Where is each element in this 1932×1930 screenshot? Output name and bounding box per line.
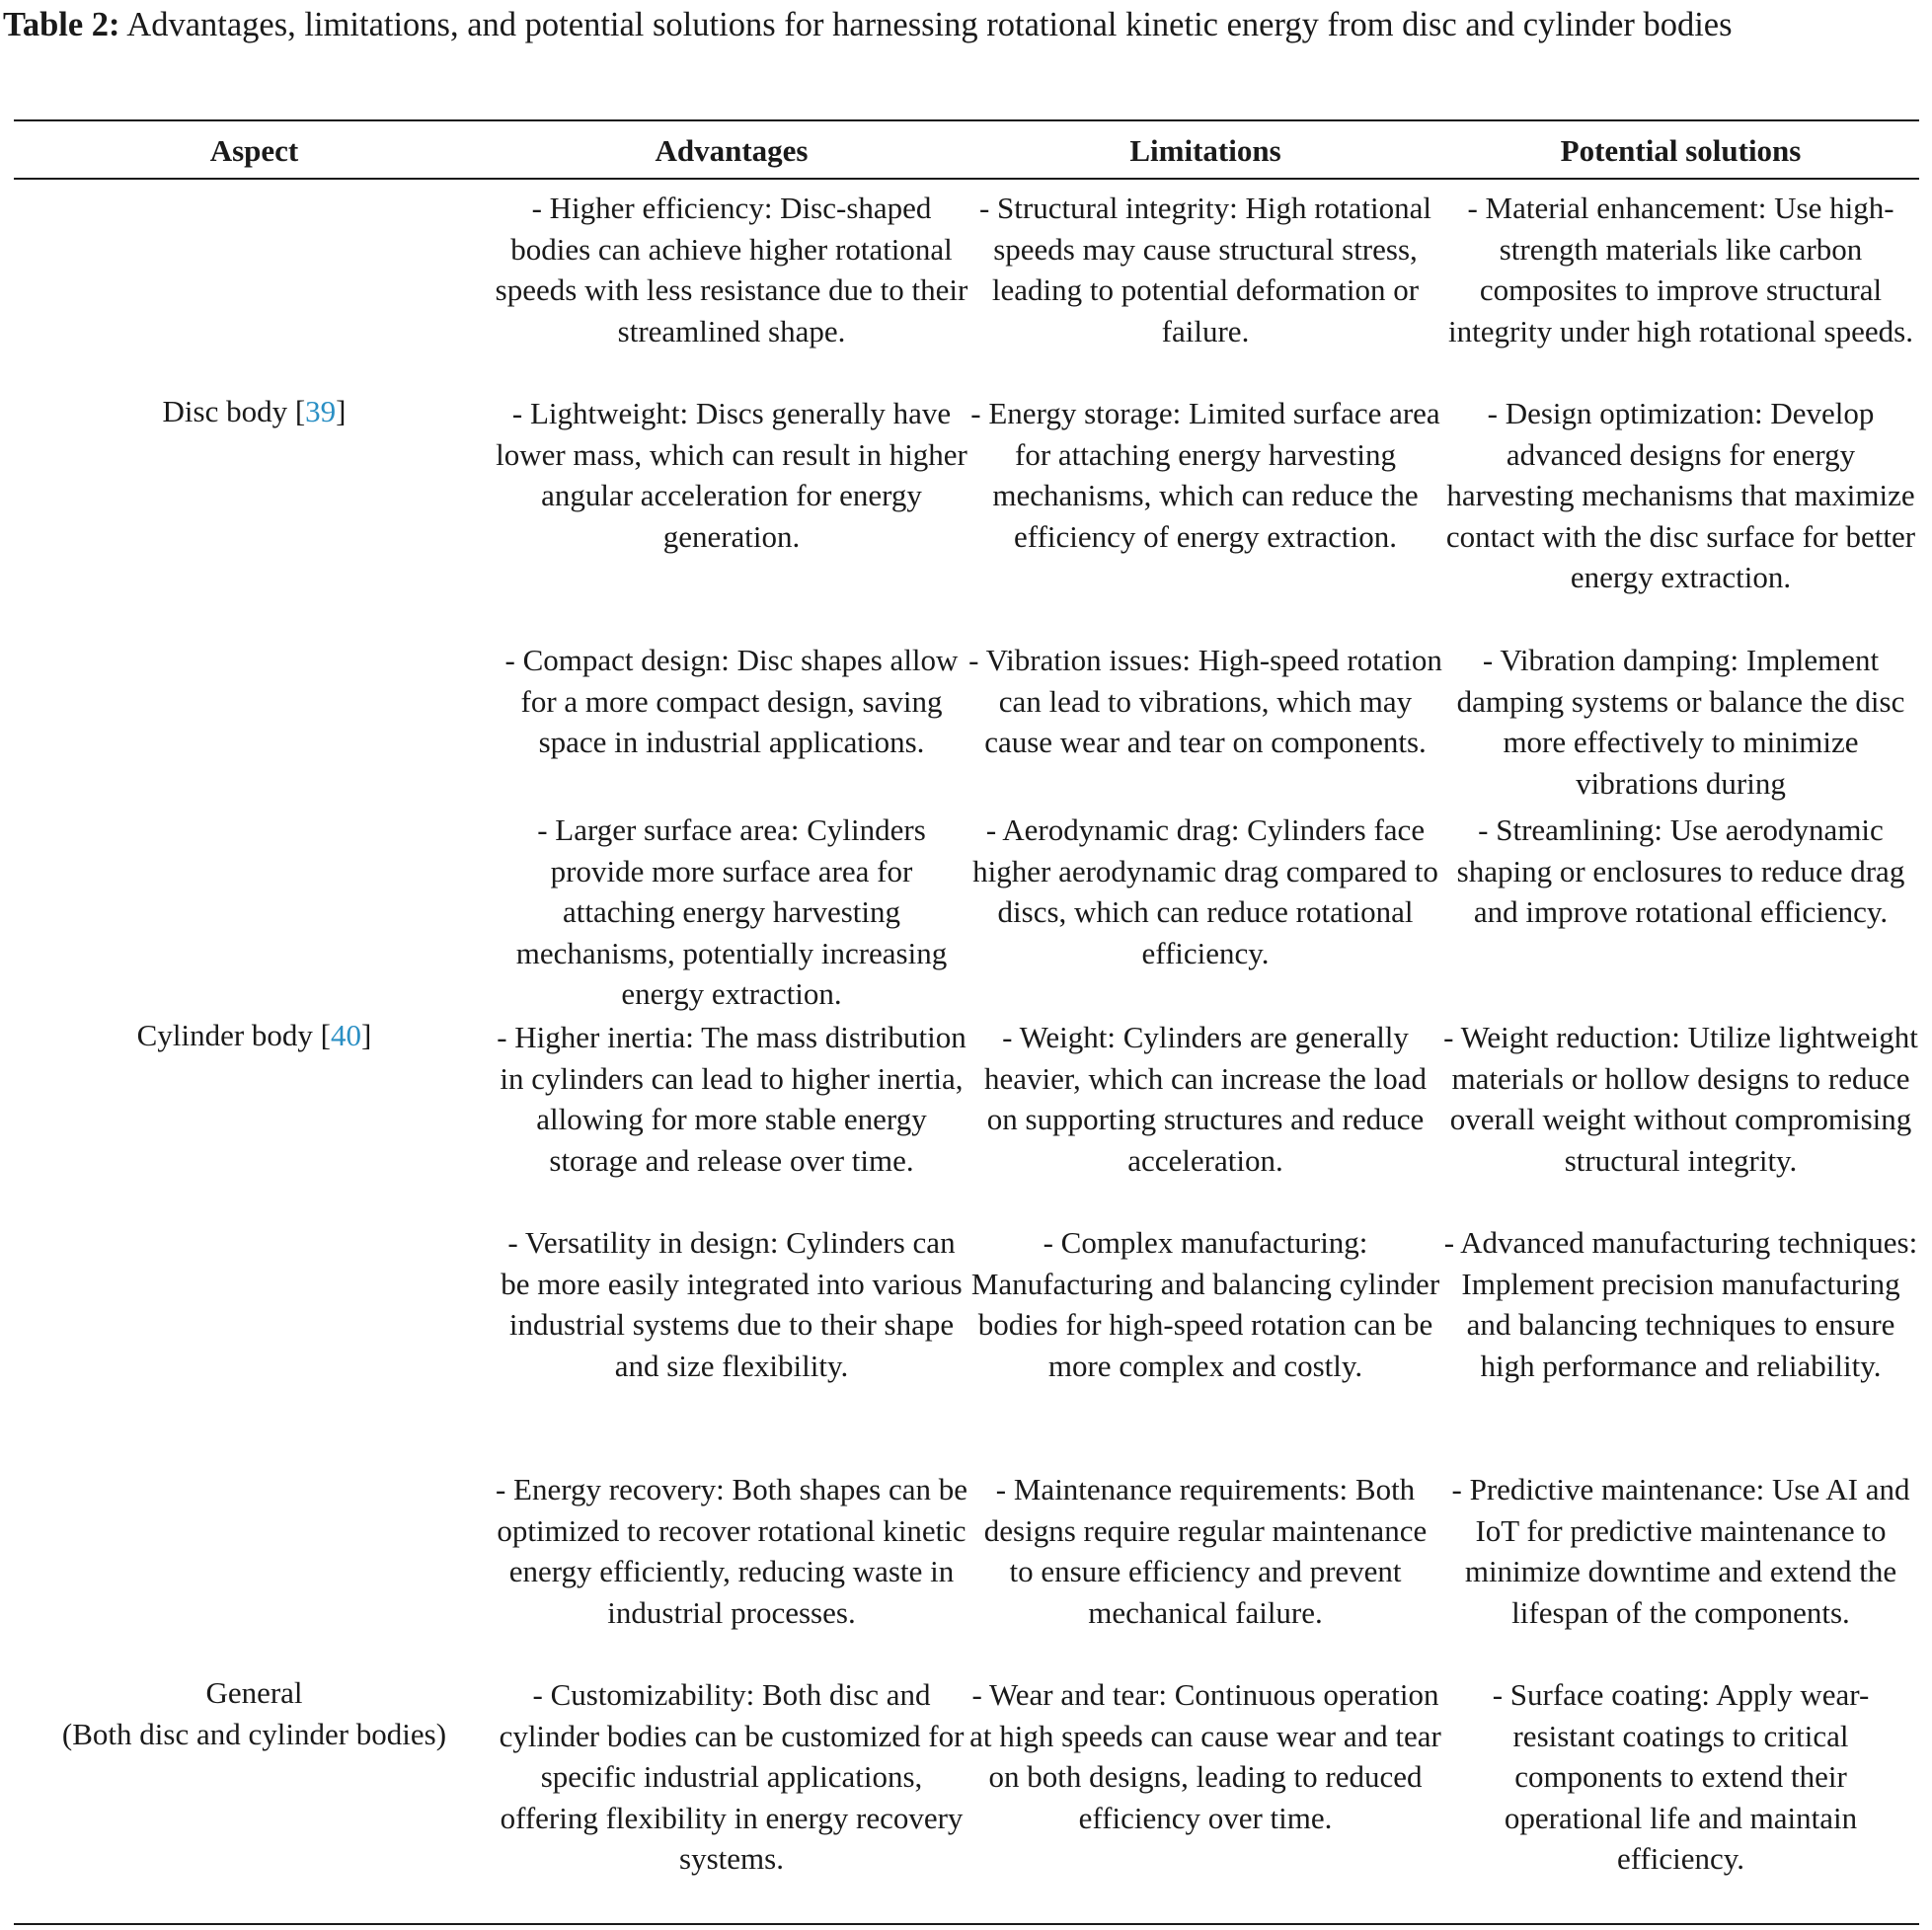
limitation-cell: - Complex manufacturing: Manufacturing and balancing cylinder bodies for high-speed rotation can be more complex and costly. <box>970 1225 1440 1383</box>
aspect-label: Disc body [ <box>162 394 306 428</box>
limitation-cell: - Weight: Cylinders are generally heavier, which can increase the load on supporting structures and reduce acceleration. <box>983 1020 1428 1178</box>
limitation-cell: - Wear and tear: Continuous operation at high speeds can cause wear and tear on both designs, leading to reduced efficiency over time. <box>969 1677 1441 1835</box>
advantage-cell: - Compact design: Disc shapes allow for a more compact design, saving space in industrial applications. <box>504 643 959 760</box>
advantage-cell: - Larger surface area: Cylinders provide more surface area for attaching energy harvesting mechanisms, potentially increasing energy extraction. <box>515 812 948 1012</box>
advantage-cell: - Higher inertia: The mass distribution in cylinders can lead to higher inertia, allowing for more stable energy storage and release over time. <box>497 1020 966 1178</box>
aspect-bracket: ] <box>336 394 347 428</box>
solution-cell: - Vibration damping: Implement damping systems or balance the disc more effectively to minimize vibrations during <box>1456 643 1905 801</box>
aspect-cell-disc-body <box>14 391 495 432</box>
aspect-bracket: ] <box>360 1018 372 1052</box>
advantage-cell: - Customizability: Both disc and cylinder bodies can be customized for specific industrial applications, offering flexibility in energy recovery systems. <box>499 1677 965 1877</box>
solution-cell: - Surface coating: Apply wear-resistant coatings to critical components to extend their operational life and maintain efficiency. <box>1492 1677 1870 1877</box>
limitation-cell: - Energy storage: Limited surface area for attaching energy harvesting mechanisms, which can reduce the efficiency of energy extraction. <box>970 396 1440 554</box>
header-limitations: Limitations <box>1129 133 1281 168</box>
aspect-label: Cylinder body [ <box>136 1018 331 1052</box>
aspect-cell-cylinder-body <box>14 1015 495 1056</box>
table-caption <box>3 0 1928 49</box>
header-bottom-rule <box>14 178 1919 180</box>
aspect-label: General <box>205 1675 303 1710</box>
advantage-cell: - Higher efficiency: Disc-shaped bodies can achieve higher rotational speeds with less resistance due to their streamlined shape. <box>495 191 968 348</box>
limitation-cell: - Aerodynamic drag: Cylinders face higher aerodynamic drag compared to discs, which can reduce rotational efficiency. <box>972 812 1438 970</box>
solution-cell: - Design optimization: Develop advanced designs for energy harvesting mechanisms that maximize contact with the disc surface for better energy extraction. <box>1445 396 1916 595</box>
table-top-rule <box>14 119 1919 121</box>
citation-link[interactable]: 39 <box>305 394 337 428</box>
solution-cell: - Advanced manufacturing techniques: Implement precision manufacturing and balancing techniques to ensure high performance and reliability. <box>1443 1225 1918 1383</box>
table-bottom-rule <box>14 1923 1919 1925</box>
table-label: Table 2: <box>3 6 120 43</box>
aspect-sublabel: (Both disc and cylinder bodies) <box>61 1716 447 1751</box>
citation-link[interactable]: 40 <box>330 1018 361 1052</box>
solution-cell: - Streamlining: Use aerodynamic shaping or enclosures to reduce drag and improve rotational efficiency. <box>1456 812 1905 930</box>
solution-cell: - Predictive maintenance: Use AI and IoT for predictive maintenance to minimize downtime and extend the lifespan of the components. <box>1451 1472 1910 1630</box>
header-advantages: Advantages <box>655 133 809 168</box>
limitation-cell: - Structural integrity: High rotational speeds may cause structural stress, leading to potential deformation or failure. <box>978 191 1431 348</box>
limitation-cell: - Maintenance requirements: Both designs require regular maintenance to ensure efficiency and prevent mechanical failure. <box>983 1472 1428 1630</box>
table-caption-text: Advantages, limitations, and potential solutions for harnessing rotational kinetic energy from disc and cylinder bodies <box>126 6 1733 43</box>
solution-cell: - Material enhancement: Use high-strength materials like carbon composites to improve structural integrity under high rotational speeds. <box>1448 191 1913 348</box>
header-aspect: Aspect <box>209 133 299 168</box>
limitation-cell: - Vibration issues: High-speed rotation can lead to vibrations, which may cause wear and tear on components. <box>968 643 1442 760</box>
advantage-cell: - Energy recovery: Both shapes can be optimized to recover rotational kinetic energy efficiently, reducing waste in industrial processes. <box>495 1472 968 1630</box>
aspect-cell-general <box>14 1672 495 1754</box>
solution-cell: - Weight reduction: Utilize lightweight materials or hollow designs to reduce overall weight without compromising structural integrity. <box>1443 1020 1918 1178</box>
header-potential-solutions: Potential solutions <box>1560 133 1802 168</box>
advantage-cell: - Lightweight: Discs generally have lower mass, which can result in higher angular acceleration for energy generation. <box>496 396 967 554</box>
advantage-cell: - Versatility in design: Cylinders can be more easily integrated into various industrial systems due to their shape and size flexibility. <box>501 1225 963 1383</box>
